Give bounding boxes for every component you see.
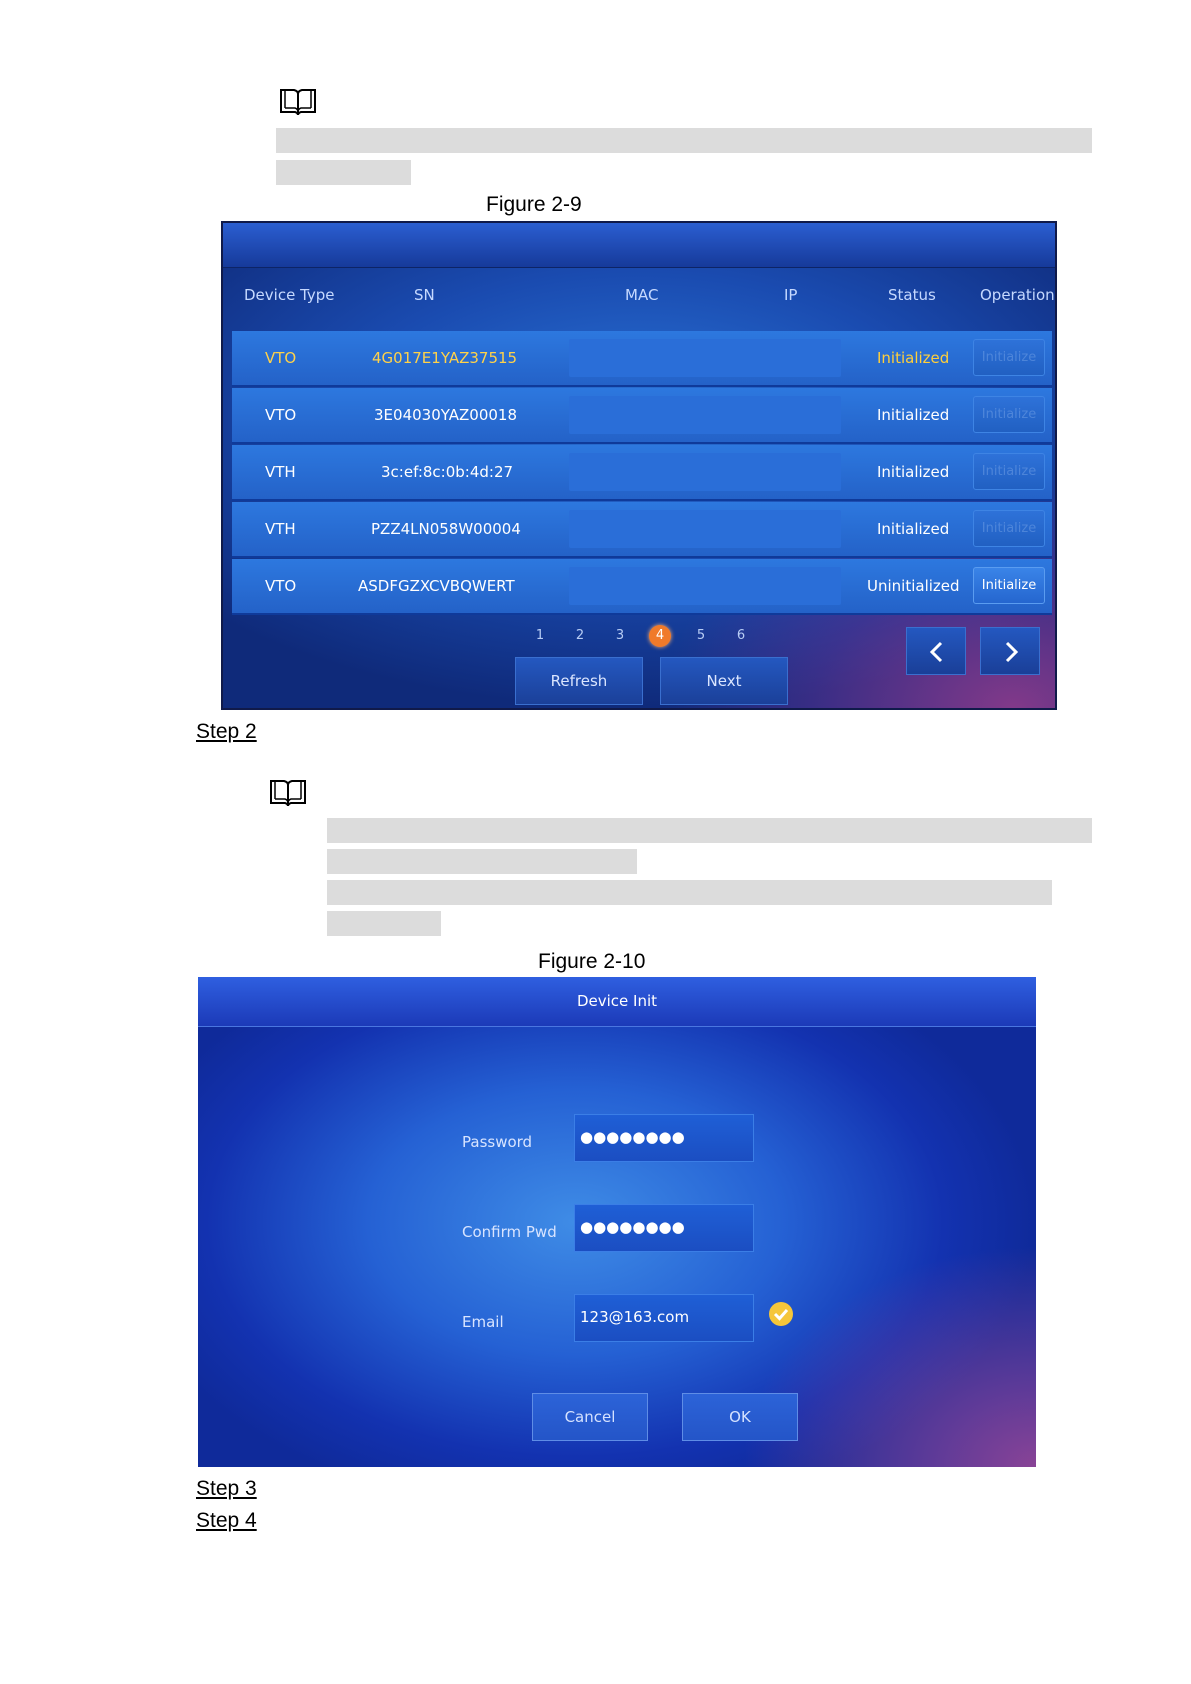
page-1[interactable]: 1 — [535, 628, 545, 643]
mac-ip-cell — [569, 510, 841, 548]
page-5[interactable]: 5 — [696, 628, 706, 643]
col-header-status: Status — [888, 286, 936, 304]
device-type: VTH — [265, 463, 296, 481]
mac-ip-cell — [569, 453, 841, 491]
device-init-screenshot — [198, 977, 1036, 1467]
initialize-button[interactable]: Initialize — [973, 339, 1045, 376]
step-2-link[interactable]: Step 2 — [196, 720, 257, 743]
device-status: Initialized — [877, 349, 950, 367]
figure-caption: Figure 2-9 — [486, 193, 582, 216]
ok-button[interactable]: OK — [682, 1393, 798, 1441]
check-circle-icon — [768, 1301, 794, 1327]
device-status: Initialized — [877, 463, 950, 481]
device-list-screenshot — [221, 221, 1057, 710]
refresh-button[interactable]: Refresh — [515, 657, 643, 705]
email-field[interactable]: 123@163.com — [574, 1294, 754, 1342]
book-icon — [268, 777, 308, 809]
next-button[interactable]: Next — [660, 657, 788, 705]
table-row[interactable] — [232, 331, 1052, 387]
dialog-title: Device Init — [198, 977, 1036, 1027]
initialize-button[interactable]: Initialize — [973, 510, 1045, 547]
device-sn: ASDFGZXCVBQWERT — [358, 577, 515, 595]
page-4-current[interactable]: 4 — [649, 625, 671, 647]
confirm-pwd-field[interactable]: ●●●●●●●● — [574, 1204, 754, 1252]
redacted-text — [327, 818, 1092, 843]
redacted-text — [276, 160, 411, 185]
device-type: VTO — [265, 406, 297, 424]
mac-ip-cell — [569, 567, 841, 605]
col-header-device-type: Device Type — [244, 286, 335, 304]
password-field[interactable]: ●●●●●●●● — [574, 1114, 754, 1162]
password-label: Password — [462, 1133, 533, 1151]
initialize-button[interactable]: Initialize — [973, 567, 1045, 604]
redacted-text — [327, 849, 637, 874]
col-header-mac: MAC — [625, 286, 659, 304]
confirm-pwd-label: Confirm Pwd — [462, 1223, 557, 1241]
chevron-left-icon — [925, 640, 949, 664]
redacted-text — [276, 128, 1092, 153]
initialize-button[interactable]: Initialize — [973, 453, 1045, 490]
redacted-text — [327, 911, 441, 936]
mac-ip-cell — [569, 339, 841, 377]
initialize-button[interactable]: Initialize — [973, 396, 1045, 433]
top-bar — [223, 223, 1055, 268]
page-2[interactable]: 2 — [575, 628, 585, 643]
email-label: Email — [462, 1313, 504, 1331]
col-header-operation: Operation — [980, 286, 1055, 304]
device-status: Initialized — [877, 406, 950, 424]
table-row[interactable] — [232, 445, 1052, 501]
figure-caption: Figure 2-10 — [538, 950, 646, 973]
device-sn: PZZ4LN058W00004 — [371, 520, 521, 538]
device-type: VTH — [265, 520, 296, 538]
chevron-right-icon — [999, 640, 1023, 664]
mac-ip-cell — [569, 396, 841, 434]
device-status: Uninitialized — [867, 577, 960, 595]
device-type: VTO — [265, 349, 297, 367]
page-3[interactable]: 3 — [615, 628, 625, 643]
cancel-button[interactable]: Cancel — [532, 1393, 648, 1441]
book-icon — [278, 86, 318, 118]
table-row[interactable] — [232, 559, 1052, 615]
col-header-sn: SN — [414, 286, 435, 304]
table-row[interactable] — [232, 388, 1052, 444]
device-status: Initialized — [877, 520, 950, 538]
prev-page-button[interactable] — [906, 627, 966, 675]
table-row[interactable] — [232, 502, 1052, 558]
page-6[interactable]: 6 — [736, 628, 746, 643]
device-sn: 3E04030YAZ00018 — [374, 406, 517, 424]
device-sn: 4G017E1YAZ37515 — [372, 349, 518, 367]
next-page-button[interactable] — [980, 627, 1040, 675]
step-4-link[interactable]: Step 4 — [196, 1509, 257, 1532]
col-header-ip: IP — [784, 286, 798, 304]
step-3-link[interactable]: Step 3 — [196, 1477, 257, 1500]
redacted-text — [327, 880, 1052, 905]
device-sn: 3c:ef:8c:0b:4d:27 — [381, 463, 514, 481]
device-type: VTO — [265, 577, 297, 595]
